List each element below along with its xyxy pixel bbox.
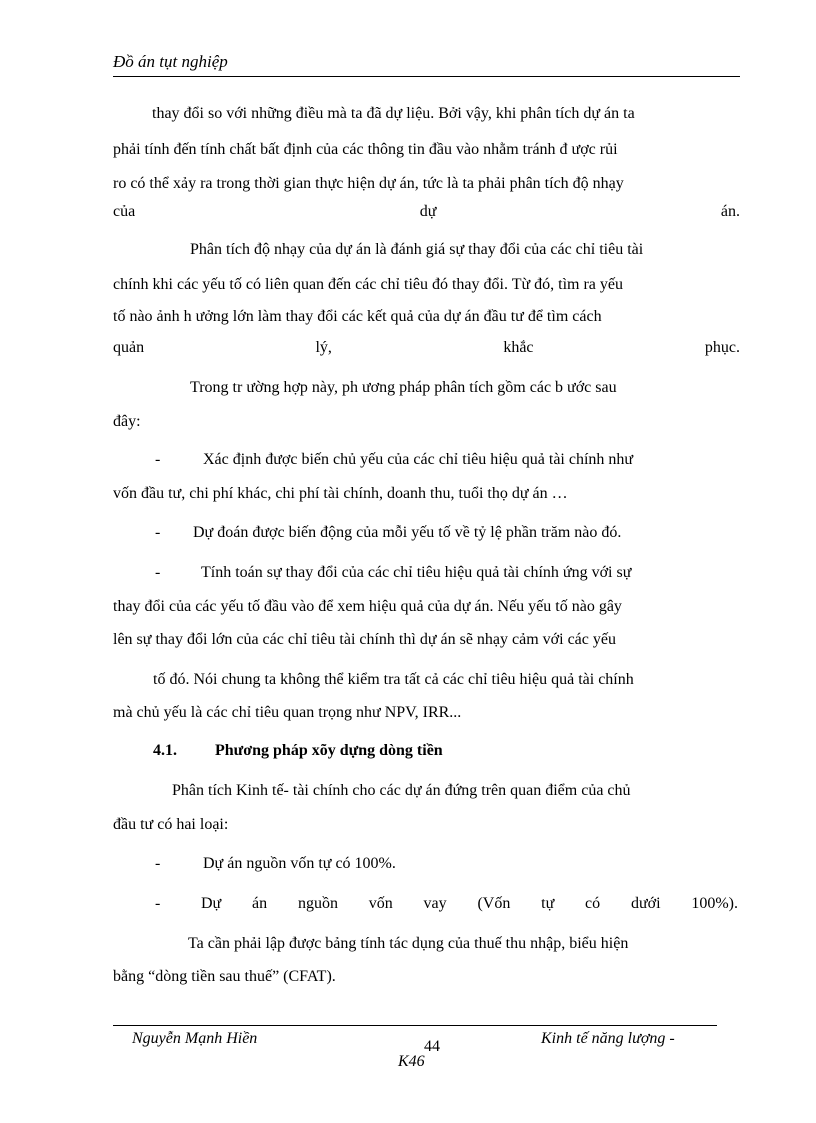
paragraph-line-justified bbox=[113, 338, 740, 358]
bullet-dash: - bbox=[155, 451, 161, 468]
bullet-line: Dự đoán được biến động của mỗi yếu tố về tỷ lệ phần trăm nào đó. bbox=[193, 524, 622, 541]
paragraph-line: chính khi các yếu tố có liên quan đến các chỉ tiêu đó thay đổi. Từ đó, tìm ra yếu bbox=[113, 276, 623, 293]
word: vay bbox=[423, 895, 447, 912]
footer-author: Nguyễn Mạnh Hiền bbox=[132, 1030, 258, 1047]
paragraph-line: Phân tích độ nhạy của dự án là đánh giá sự thay đổi của các chỉ tiêu tài bbox=[190, 241, 644, 258]
word: dự bbox=[419, 203, 437, 220]
section-number: 4.1. bbox=[153, 742, 177, 759]
bullet-line: mà chủ yếu là các chỉ tiêu quan trọng như NPV, IRR... bbox=[113, 704, 462, 721]
page-number: 44 bbox=[424, 1038, 440, 1055]
bullet-dash: - bbox=[155, 524, 161, 541]
word: của bbox=[113, 203, 136, 220]
footer-divider bbox=[113, 1025, 717, 1026]
bullet-line-justified bbox=[201, 894, 738, 914]
paragraph-line: Phân tích Kinh tế- tài chính cho các dự án đứng trên quan điểm của chủ bbox=[172, 782, 631, 799]
word: tự bbox=[541, 895, 555, 912]
paragraph-line: đây: bbox=[113, 413, 141, 430]
word: dưới bbox=[630, 895, 661, 912]
word: có bbox=[585, 895, 601, 912]
paragraph-line: đầu tư có hai loại: bbox=[113, 816, 229, 833]
paragraph-line: thay đổi so với những điều mà ta đã dự liệu. Bởi vậy, khi phân tích dự án ta bbox=[152, 105, 635, 122]
paragraph-line: phải tính đến tính chất bất định của các thông tin đầu vào nhằm tránh đ ược rủi bbox=[113, 141, 618, 158]
bullet-line: Tính toán sự thay đổi của các chỉ tiêu hiệu quả tài chính ứng với sự bbox=[201, 564, 632, 581]
word: khắc bbox=[503, 339, 534, 356]
paragraph-line: tố nào ảnh h ưởng lớn làm thay đổi các kết quả của dự án đầu tư để tìm cách bbox=[113, 308, 602, 325]
bullet-dash: - bbox=[155, 895, 161, 912]
paragraph-line-justified bbox=[113, 202, 740, 222]
bullet-line: Xác định được biến chủ yếu của các chỉ tiêu hiệu quả tài chính như bbox=[203, 451, 634, 468]
word: án. bbox=[720, 203, 740, 220]
bullet-line: thay đổi của các yếu tố đầu vào để xem hiệu quả của dự án. Nếu yếu tố nào gây bbox=[113, 598, 622, 615]
word: phục. bbox=[704, 339, 740, 356]
paragraph-line: ro có thể xảy ra trong thời gian thực hiện dự án, tức là ta phải phân tích độ nhạy bbox=[113, 175, 624, 192]
footer-department-suffix: K46 bbox=[398, 1053, 425, 1070]
bullet-line: lên sự thay đổi lớn của các chỉ tiêu tài chính thì dự án sẽ nhạy cảm với các yếu bbox=[113, 631, 616, 648]
word: án bbox=[252, 895, 268, 912]
bullet-line: tố đó. Nói chung ta không thể kiểm tra tất cả các chỉ tiêu hiệu quả tài chính bbox=[153, 671, 634, 688]
word: (Vốn bbox=[477, 895, 511, 912]
word: nguồn bbox=[297, 895, 338, 912]
word: Dự bbox=[201, 895, 222, 912]
word: quản bbox=[113, 339, 145, 356]
header-divider bbox=[113, 76, 740, 77]
bullet-line: Dự án nguồn vốn tự có 100%. bbox=[203, 855, 396, 872]
header-title: Đồ án tụt nghiệp bbox=[113, 52, 228, 71]
word: vốn bbox=[368, 895, 393, 912]
bullet-line: vốn đầu tư, chi phí khác, chi phí tài chính, doanh thu, tuổi thọ dự án … bbox=[113, 485, 568, 502]
paragraph-line: bằng “dòng tiền sau thuế” (CFAT). bbox=[113, 968, 336, 985]
paragraph-line: Ta cần phải lập được bảng tính tác dụng của thuế thu nhập, biểu hiện bbox=[188, 935, 629, 952]
paragraph-line: Trong tr ường hợp này, ph ương pháp phân tích gồm các b ước sau bbox=[190, 379, 617, 396]
footer-department: Kinh tế năng lượng - bbox=[541, 1030, 675, 1047]
word: 100%). bbox=[691, 895, 738, 912]
bullet-dash: - bbox=[155, 855, 161, 872]
bullet-dash: - bbox=[155, 564, 161, 581]
word: lý, bbox=[315, 339, 332, 356]
section-title: Phương pháp xõy dựng dòng tiền bbox=[215, 742, 443, 759]
